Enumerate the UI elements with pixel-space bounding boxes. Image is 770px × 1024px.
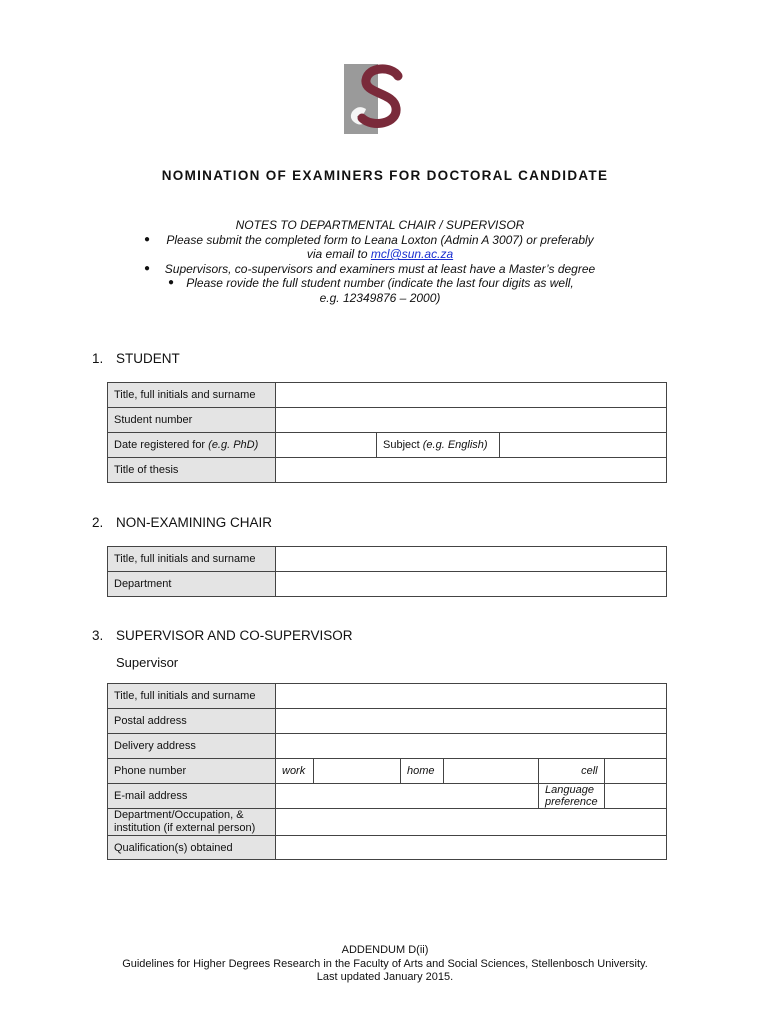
chair-department-field[interactable] bbox=[276, 572, 667, 597]
student-name-field[interactable] bbox=[276, 383, 667, 408]
qualifications-label: Qualification(s) obtained bbox=[108, 836, 276, 860]
date-registered-field[interactable] bbox=[276, 433, 377, 458]
chair-department-label: Department bbox=[108, 572, 276, 597]
subject-field[interactable] bbox=[500, 433, 667, 458]
notes-heading: NOTES TO DEPARTMENTAL CHAIR / SUPERVISOR bbox=[235, 218, 525, 232]
student-table bbox=[107, 382, 667, 483]
phone-home-label: home bbox=[401, 759, 444, 784]
email-address-label: E-mail address bbox=[108, 784, 276, 809]
phone-number-label: Phone number bbox=[108, 759, 276, 784]
chair-name-label: Title, full initials and surname bbox=[108, 547, 276, 572]
department-occupation-label: Department/Occupation, & institution (if external person) bbox=[108, 809, 276, 836]
footer-updated: Last updated January 2015. bbox=[316, 971, 454, 983]
language-preference-field[interactable] bbox=[604, 784, 666, 809]
phone-home-field[interactable] bbox=[444, 759, 539, 784]
student-name-label: Title, full initials and surname bbox=[108, 383, 276, 408]
supervisor-name-field[interactable] bbox=[276, 684, 667, 709]
form-title: NOMINATION OF EXAMINERS FOR DOCTORAL CANDIDATE bbox=[161, 168, 609, 183]
footer-addendum: ADDENDUM D(ii) bbox=[341, 944, 429, 956]
supervisor-subheading: Supervisor bbox=[116, 655, 179, 670]
footer-guidelines: Guidelines for Higher Degrees Research in the Faculty of Arts and Social Sciences, Stellenbosch University. bbox=[122, 957, 648, 970]
section-supervisor-heading: 3. SUPERVISOR AND CO-SUPERVISOR bbox=[92, 628, 353, 643]
phone-work-label: work bbox=[276, 759, 314, 784]
bullet-icon: ● bbox=[168, 277, 175, 288]
student-number-label: Student number bbox=[108, 408, 276, 433]
date-registered-label: Date registered for (e.g. PhD) bbox=[108, 433, 276, 458]
note-item-2: ● Supervisors, co-supervisors and examiners must at least have a Master’s degree bbox=[144, 261, 596, 276]
email-address-field[interactable] bbox=[276, 784, 539, 809]
note-item-3-cont: e.g. 12349876 – 2000) bbox=[319, 290, 441, 305]
language-preference-label: Language preference bbox=[539, 784, 605, 809]
note-item-1: ● Please submit the completed form to Leana Loxton (Admin A 3007) or preferably bbox=[144, 232, 594, 247]
student-number-field[interactable] bbox=[276, 408, 667, 433]
supervisor-table bbox=[107, 683, 667, 860]
qualifications-field[interactable] bbox=[276, 836, 667, 860]
note-item-1-cont: via email to mcl@sun.ac.za bbox=[306, 247, 454, 261]
department-occupation-field[interactable] bbox=[276, 809, 667, 836]
chair-name-field[interactable] bbox=[276, 547, 667, 572]
chair-table bbox=[107, 546, 667, 597]
section-chair-heading: 2. NON-EXAMINING CHAIR bbox=[92, 515, 273, 530]
phone-work-field[interactable] bbox=[314, 759, 401, 784]
bullet-icon: ● bbox=[144, 262, 151, 274]
postal-address-field[interactable] bbox=[276, 709, 667, 734]
thesis-title-field[interactable] bbox=[276, 458, 667, 483]
supervisor-name-label: Title, full initials and surname bbox=[108, 684, 276, 709]
section-student-heading: 1. STUDENT bbox=[92, 351, 180, 366]
email-link[interactable]: mcl@sun.ac.za bbox=[370, 247, 454, 261]
notes-section bbox=[100, 218, 660, 305]
university-logo bbox=[342, 62, 412, 136]
note-item-3: ● Please rovide the full student number (indicate the last four digits as well, bbox=[168, 276, 574, 290]
postal-address-label: Postal address bbox=[108, 709, 276, 734]
phone-cell-label: cell bbox=[539, 759, 605, 784]
delivery-address-label: Delivery address bbox=[108, 734, 276, 759]
subject-label: Subject (e.g. English) bbox=[377, 433, 500, 458]
thesis-title-label: Title of thesis bbox=[108, 458, 276, 483]
page-footer bbox=[0, 944, 770, 985]
delivery-address-field[interactable] bbox=[276, 734, 667, 759]
bullet-icon: ● bbox=[144, 233, 151, 245]
phone-cell-field[interactable] bbox=[604, 759, 666, 784]
